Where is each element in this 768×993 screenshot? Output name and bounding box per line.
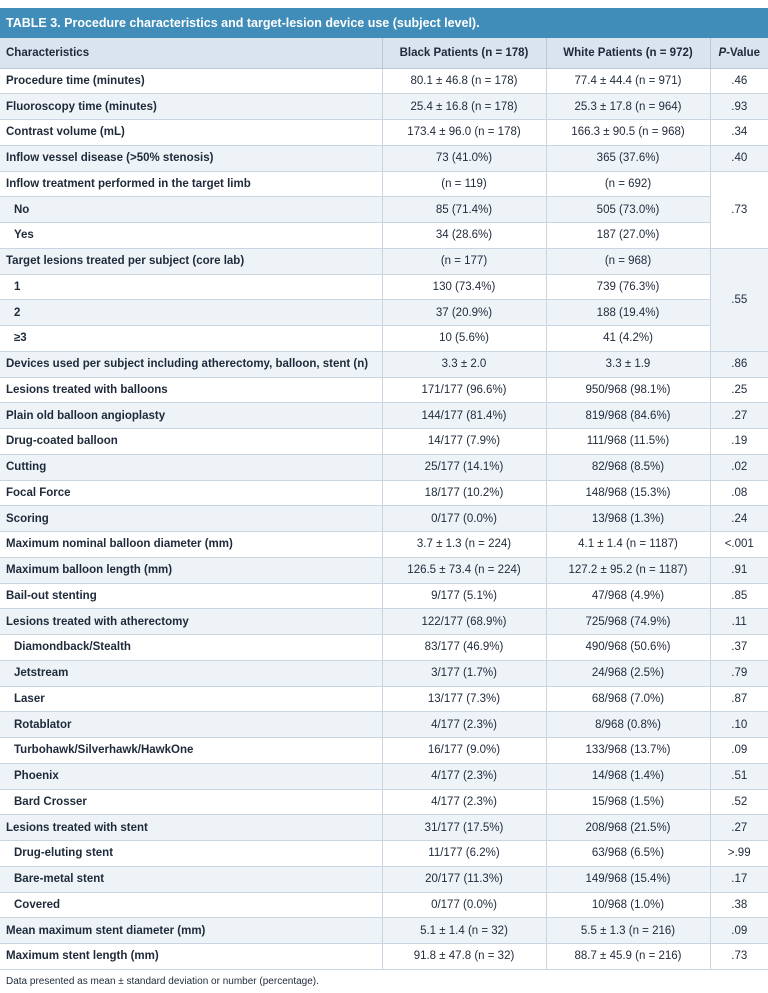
cell-p-value: .86 (710, 351, 768, 377)
row-label: Contrast volume (mL) (0, 120, 382, 146)
cell-white-patients: 4.1 ± 1.4 (n = 1187) (546, 532, 710, 558)
cell-black-patients: 11/177 (6.2%) (382, 841, 546, 867)
table-row (0, 789, 768, 815)
cell-white-patients: (n = 968) (546, 248, 710, 274)
cell-p-value: .09 (710, 738, 768, 764)
cell-black-patients: 3.7 ± 1.3 (n = 224) (382, 532, 546, 558)
row-label: Bard Crosser (0, 789, 382, 815)
cell-white-patients: 25.3 ± 17.8 (n = 964) (546, 94, 710, 120)
table-row (0, 351, 768, 377)
cell-white-patients: 188 (19.4%) (546, 300, 710, 326)
cell-p-value: .91 (710, 557, 768, 583)
cell-black-patients: 4/177 (2.3%) (382, 712, 546, 738)
cell-black-patients: 5.1 ± 1.4 (n = 32) (382, 918, 546, 944)
cell-white-patients: 10/968 (1.0%) (546, 892, 710, 918)
cell-white-patients: 3.3 ± 1.9 (546, 351, 710, 377)
row-label: Yes (0, 223, 382, 249)
cell-p-value: .40 (710, 145, 768, 171)
cell-black-patients: 14/177 (7.9%) (382, 429, 546, 455)
header-p-value (710, 38, 768, 68)
table-row (0, 403, 768, 429)
cell-white-patients: 490/968 (50.6%) (546, 635, 710, 661)
cell-white-patients: 47/968 (4.9%) (546, 583, 710, 609)
cell-black-patients: 3.3 ± 2.0 (382, 351, 546, 377)
cell-black-patients: 25/177 (14.1%) (382, 454, 546, 480)
row-label: Bail-out stenting (0, 583, 382, 609)
cell-white-patients: 133/968 (13.7%) (546, 738, 710, 764)
cell-white-patients: 149/968 (15.4%) (546, 866, 710, 892)
cell-black-patients: 0/177 (0.0%) (382, 506, 546, 532)
cell-white-patients: 82/968 (8.5%) (546, 454, 710, 480)
cell-black-patients: 80.1 ± 46.8 (n = 178) (382, 68, 546, 94)
cell-black-patients: 31/177 (17.5%) (382, 815, 546, 841)
table-row (0, 454, 768, 480)
table-row (0, 248, 768, 274)
row-label: Focal Force (0, 480, 382, 506)
row-label: Lesions treated with stent (0, 815, 382, 841)
cell-p-value: .93 (710, 94, 768, 120)
table-row (0, 763, 768, 789)
table-row (0, 738, 768, 764)
table-row (0, 712, 768, 738)
row-label: 2 (0, 300, 382, 326)
table-row (0, 197, 768, 223)
row-label: Procedure time (minutes) (0, 68, 382, 94)
row-label: Maximum stent length (mm) (0, 944, 382, 970)
table-row (0, 841, 768, 867)
cell-p-value: .46 (710, 68, 768, 94)
cell-black-patients: 171/177 (96.6%) (382, 377, 546, 403)
table-row (0, 892, 768, 918)
cell-white-patients: 166.3 ± 90.5 (n = 968) (546, 120, 710, 146)
row-label: Plain old balloon angioplasty (0, 403, 382, 429)
cell-p-value: .09 (710, 918, 768, 944)
cell-black-patients: 91.8 ± 47.8 (n = 32) (382, 944, 546, 970)
cell-white-patients: 365 (37.6%) (546, 145, 710, 171)
cell-black-patients: 20/177 (11.3%) (382, 866, 546, 892)
cell-white-patients: 68/968 (7.0%) (546, 686, 710, 712)
cell-black-patients: 126.5 ± 73.4 (n = 224) (382, 557, 546, 583)
row-label: Mean maximum stent diameter (mm) (0, 918, 382, 944)
cell-white-patients: 63/968 (6.5%) (546, 841, 710, 867)
cell-black-patients: 9/177 (5.1%) (382, 583, 546, 609)
cell-white-patients: 41 (4.2%) (546, 326, 710, 352)
cell-black-patients: 173.4 ± 96.0 (n = 178) (382, 120, 546, 146)
cell-p-value: .34 (710, 120, 768, 146)
cell-p-value: >.99 (710, 841, 768, 867)
cell-white-patients: 187 (27.0%) (546, 223, 710, 249)
cell-p-value: .73 (710, 944, 768, 970)
table-row (0, 145, 768, 171)
cell-p-value: .27 (710, 403, 768, 429)
cell-p-value: .51 (710, 763, 768, 789)
row-label: Target lesions treated per subject (core lab) (0, 248, 382, 274)
cell-white-patients: 739 (76.3%) (546, 274, 710, 300)
cell-black-patients: 10 (5.6%) (382, 326, 546, 352)
cell-black-patients: 3/177 (1.7%) (382, 660, 546, 686)
header-black-patients: Black Patients (n = 178) (382, 38, 546, 68)
cell-p-value: .37 (710, 635, 768, 661)
row-label: Drug-eluting stent (0, 841, 382, 867)
cell-black-patients: 18/177 (10.2%) (382, 480, 546, 506)
row-label: Devices used per subject including atherectomy, balloon, stent (n) (0, 351, 382, 377)
cell-black-patients: 37 (20.9%) (382, 300, 546, 326)
cell-black-patients: 144/177 (81.4%) (382, 403, 546, 429)
cell-black-patients: 25.4 ± 16.8 (n = 178) (382, 94, 546, 120)
cell-black-patients: 122/177 (68.9%) (382, 609, 546, 635)
cell-white-patients: 14/968 (1.4%) (546, 763, 710, 789)
row-label: Fluoroscopy time (minutes) (0, 94, 382, 120)
table-row (0, 660, 768, 686)
cell-white-patients: 725/968 (74.9%) (546, 609, 710, 635)
header-white-patients: White Patients (n = 972) (546, 38, 710, 68)
table-row (0, 377, 768, 403)
table-row (0, 120, 768, 146)
cell-white-patients: 88.7 ± 45.9 (n = 216) (546, 944, 710, 970)
cell-white-patients: (n = 692) (546, 171, 710, 197)
cell-white-patients: 15/968 (1.5%) (546, 789, 710, 815)
table-caption-text: Procedure characteristics and target-lesion device use (subject level). (60, 16, 480, 30)
cell-white-patients: 5.5 ± 1.3 (n = 216) (546, 918, 710, 944)
cell-p-value: .24 (710, 506, 768, 532)
row-label: Drug-coated balloon (0, 429, 382, 455)
row-label: Bare-metal stent (0, 866, 382, 892)
cell-white-patients: 24/968 (2.5%) (546, 660, 710, 686)
cell-white-patients: 8/968 (0.8%) (546, 712, 710, 738)
cell-p-value: <.001 (710, 532, 768, 558)
cell-black-patients: 4/177 (2.3%) (382, 789, 546, 815)
table-row (0, 171, 768, 197)
cell-p-value: .25 (710, 377, 768, 403)
cell-black-patients: 130 (73.4%) (382, 274, 546, 300)
header-p-letter: P (718, 46, 727, 59)
table-row (0, 686, 768, 712)
row-label: Phoenix (0, 763, 382, 789)
cell-white-patients: 77.4 ± 44.4 (n = 971) (546, 68, 710, 94)
cell-p-value: .19 (710, 429, 768, 455)
cell-p-value: .55 (710, 248, 768, 351)
row-label: Laser (0, 686, 382, 712)
row-label: No (0, 197, 382, 223)
table-row (0, 635, 768, 661)
cell-p-value: .52 (710, 789, 768, 815)
table-row (0, 326, 768, 352)
table-row (0, 274, 768, 300)
table-row (0, 300, 768, 326)
table-row (0, 94, 768, 120)
cell-p-value: .27 (710, 815, 768, 841)
table-row (0, 532, 768, 558)
cell-black-patients: 85 (71.4%) (382, 197, 546, 223)
table-row (0, 944, 768, 970)
cell-black-patients: 34 (28.6%) (382, 223, 546, 249)
table-caption (0, 8, 768, 38)
cell-p-value: .85 (710, 583, 768, 609)
header-p-suffix: -Value (726, 46, 761, 59)
table-caption-number: TABLE 3. (6, 16, 61, 30)
row-label: Jetstream (0, 660, 382, 686)
cell-p-value: .10 (710, 712, 768, 738)
cell-p-value: .79 (710, 660, 768, 686)
table-row (0, 506, 768, 532)
cell-white-patients: 13/968 (1.3%) (546, 506, 710, 532)
row-label: 1 (0, 274, 382, 300)
header-characteristics: Characteristics (0, 38, 382, 68)
row-label: Turbohawk/Silverhawk/HawkOne (0, 738, 382, 764)
cell-p-value: .73 (710, 171, 768, 248)
cell-black-patients: 0/177 (0.0%) (382, 892, 546, 918)
cell-white-patients: 819/968 (84.6%) (546, 403, 710, 429)
table-row (0, 609, 768, 635)
table-body (0, 68, 768, 969)
row-label: Lesions treated with atherectomy (0, 609, 382, 635)
row-label: Maximum balloon length (mm) (0, 557, 382, 583)
row-label: Scoring (0, 506, 382, 532)
row-label: Maximum nominal balloon diameter (mm) (0, 532, 382, 558)
cell-white-patients: 505 (73.0%) (546, 197, 710, 223)
row-label: Rotablator (0, 712, 382, 738)
cell-white-patients: 111/968 (11.5%) (546, 429, 710, 455)
cell-white-patients: 127.2 ± 95.2 (n = 1187) (546, 557, 710, 583)
table-row (0, 583, 768, 609)
cell-black-patients: (n = 177) (382, 248, 546, 274)
cell-black-patients: 13/177 (7.3%) (382, 686, 546, 712)
row-label: Inflow treatment performed in the target limb (0, 171, 382, 197)
table-row (0, 429, 768, 455)
cell-black-patients: 73 (41.0%) (382, 145, 546, 171)
cell-p-value: .02 (710, 454, 768, 480)
cell-p-value: .08 (710, 480, 768, 506)
cell-white-patients: 208/968 (21.5%) (546, 815, 710, 841)
cell-white-patients: 950/968 (98.1%) (546, 377, 710, 403)
table-row (0, 480, 768, 506)
cell-black-patients: 4/177 (2.3%) (382, 763, 546, 789)
cell-p-value: .17 (710, 866, 768, 892)
row-label: Diamondback/Stealth (0, 635, 382, 661)
table-row (0, 918, 768, 944)
cell-p-value: .38 (710, 892, 768, 918)
cell-p-value: .11 (710, 609, 768, 635)
table-footnote: Data presented as mean ± standard deviation or number (percentage). (6, 975, 319, 987)
row-label: Covered (0, 892, 382, 918)
table-row (0, 223, 768, 249)
cell-black-patients: 83/177 (46.9%) (382, 635, 546, 661)
table-row (0, 557, 768, 583)
row-label: Lesions treated with balloons (0, 377, 382, 403)
cell-black-patients: 16/177 (9.0%) (382, 738, 546, 764)
table-row (0, 866, 768, 892)
header-row (0, 38, 768, 68)
cell-black-patients: (n = 119) (382, 171, 546, 197)
row-label: Inflow vessel disease (>50% stenosis) (0, 145, 382, 171)
cell-p-value: .87 (710, 686, 768, 712)
row-label: ≥3 (0, 326, 382, 352)
table-row (0, 68, 768, 94)
row-label: Cutting (0, 454, 382, 480)
cell-white-patients: 148/968 (15.3%) (546, 480, 710, 506)
table-row (0, 815, 768, 841)
data-table (0, 38, 768, 970)
